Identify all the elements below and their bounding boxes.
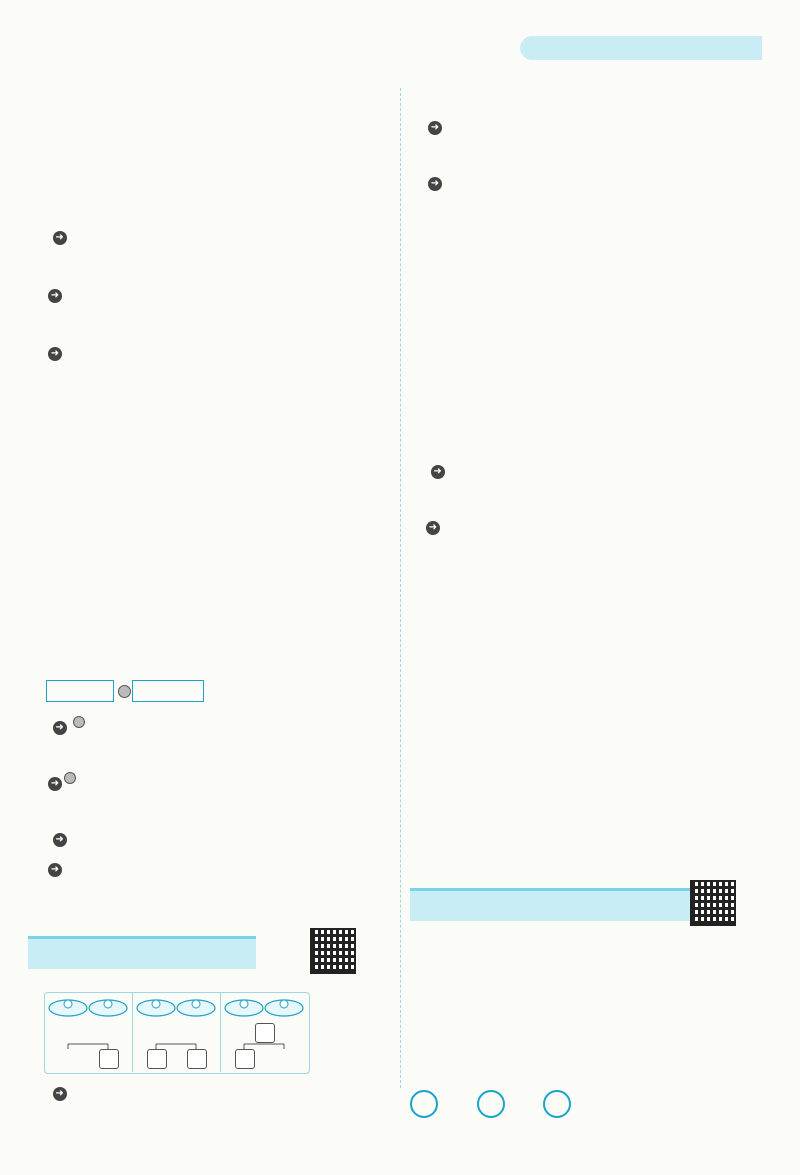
explanation [426,1000,431,1020]
arrow-icon: ➜ [48,347,62,361]
tree-right-box [99,1049,119,1069]
circled-number [477,1090,505,1118]
arrow-icon: ➜ [428,121,442,135]
qr-code-icon[interactable] [690,880,736,926]
apple-icon [192,1000,200,1008]
lesson-5-banner [410,888,690,921]
arrow-icon: ➜ [48,863,62,877]
apple-icon [240,1000,248,1008]
explanation [426,318,431,338]
tree-right-box [187,1049,207,1069]
arrow-icon: ➜ [53,231,67,245]
circled-number [543,1090,571,1118]
arrow-icon: ➜ [53,833,67,847]
arrow-icon: ➜ [53,721,67,735]
arrow-icon: ➜ [53,1087,67,1101]
circled-number [410,1090,438,1118]
arrow-icon: ➜ [428,177,442,191]
arrow-icon: ➜ [426,521,440,535]
apple-icon [104,1000,112,1008]
explanation [426,780,431,800]
tree-top-box [255,1023,275,1043]
q2-sub2 [426,346,434,366]
apple-icon [280,1000,288,1008]
arrow-icon: ➜ [431,465,445,479]
tree-left-box [147,1049,167,1069]
explanation [426,458,447,479]
arrow-icon: ➜ [48,777,62,791]
tree-left-box [235,1049,255,1069]
apple-icon [152,1000,160,1008]
text [428,114,444,135]
q2-r-bottom [410,1090,579,1129]
explanation-cont [426,514,442,535]
explanation [426,374,431,394]
explanation [48,1080,69,1101]
apple-icon [64,1000,72,1008]
text [428,170,444,191]
arrow-icon: ➜ [48,289,62,303]
